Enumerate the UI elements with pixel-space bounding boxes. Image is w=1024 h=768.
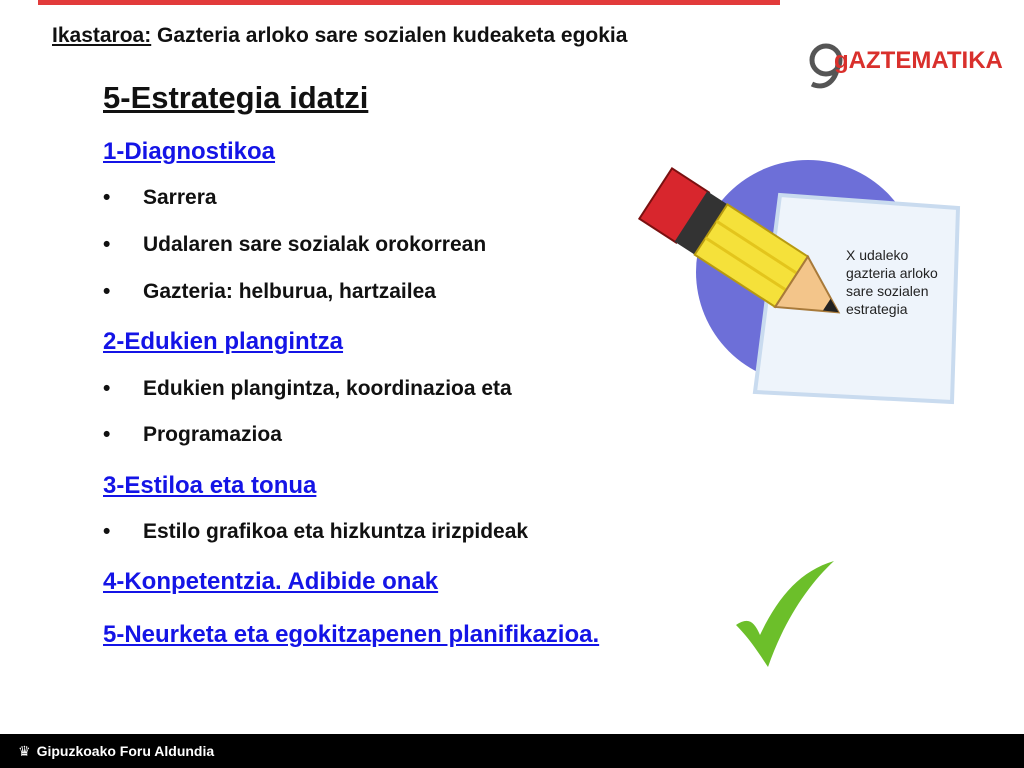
footer-bar [0, 734, 1024, 768]
bullet-sarrera: • Sarrera [103, 186, 217, 209]
bullet-estilo-grafikoa: • Estilo grafikoa eta hizkuntza irizpideak [103, 520, 529, 543]
slide-title: 5-Estrategia idatzi [103, 80, 369, 115]
bullet-edukien-plangintza: • Edukien plangintza, koordinazioa eta [103, 377, 512, 400]
logo-text: gAZTEMATIKA [834, 47, 1003, 74]
section-1-link[interactable]: 1-Diagnostikoa [103, 138, 276, 165]
bullet-programazioa: • Programazioa [103, 423, 282, 446]
section-3-link[interactable]: 3-Estiloa eta tonua [103, 472, 317, 499]
course-label: Ikastaroa: [52, 24, 152, 47]
illustration-caption: X udaleko gazteria arloko sare sozialen estrategia [846, 247, 938, 317]
gaztematika-logo [804, 38, 1003, 92]
course-header [52, 24, 627, 48]
course-title: Gazteria arloko sare sozialen kudeaketa egokia [151, 24, 628, 47]
section-2-link[interactable]: 2-Edukien plangintza [103, 328, 344, 355]
section-5-link[interactable]: 5-Neurketa eta egokitzapenen planifikazioa. [103, 621, 600, 648]
crest-icon: ♛ [18, 742, 31, 759]
top-accent-bar [38, 0, 780, 5]
bullet-udalaren-sare: • Udalaren sare sozialak orokorrean [103, 233, 487, 256]
checkmark-icon [730, 555, 840, 675]
footer-organization: Gipuzkoako Foru Aldundia [36, 743, 215, 759]
bullet-gazteria: • Gazteria: helburua, hartzailea [103, 280, 436, 303]
section-4-link[interactable]: 4-Konpetentzia. Adibide onak [103, 568, 439, 595]
